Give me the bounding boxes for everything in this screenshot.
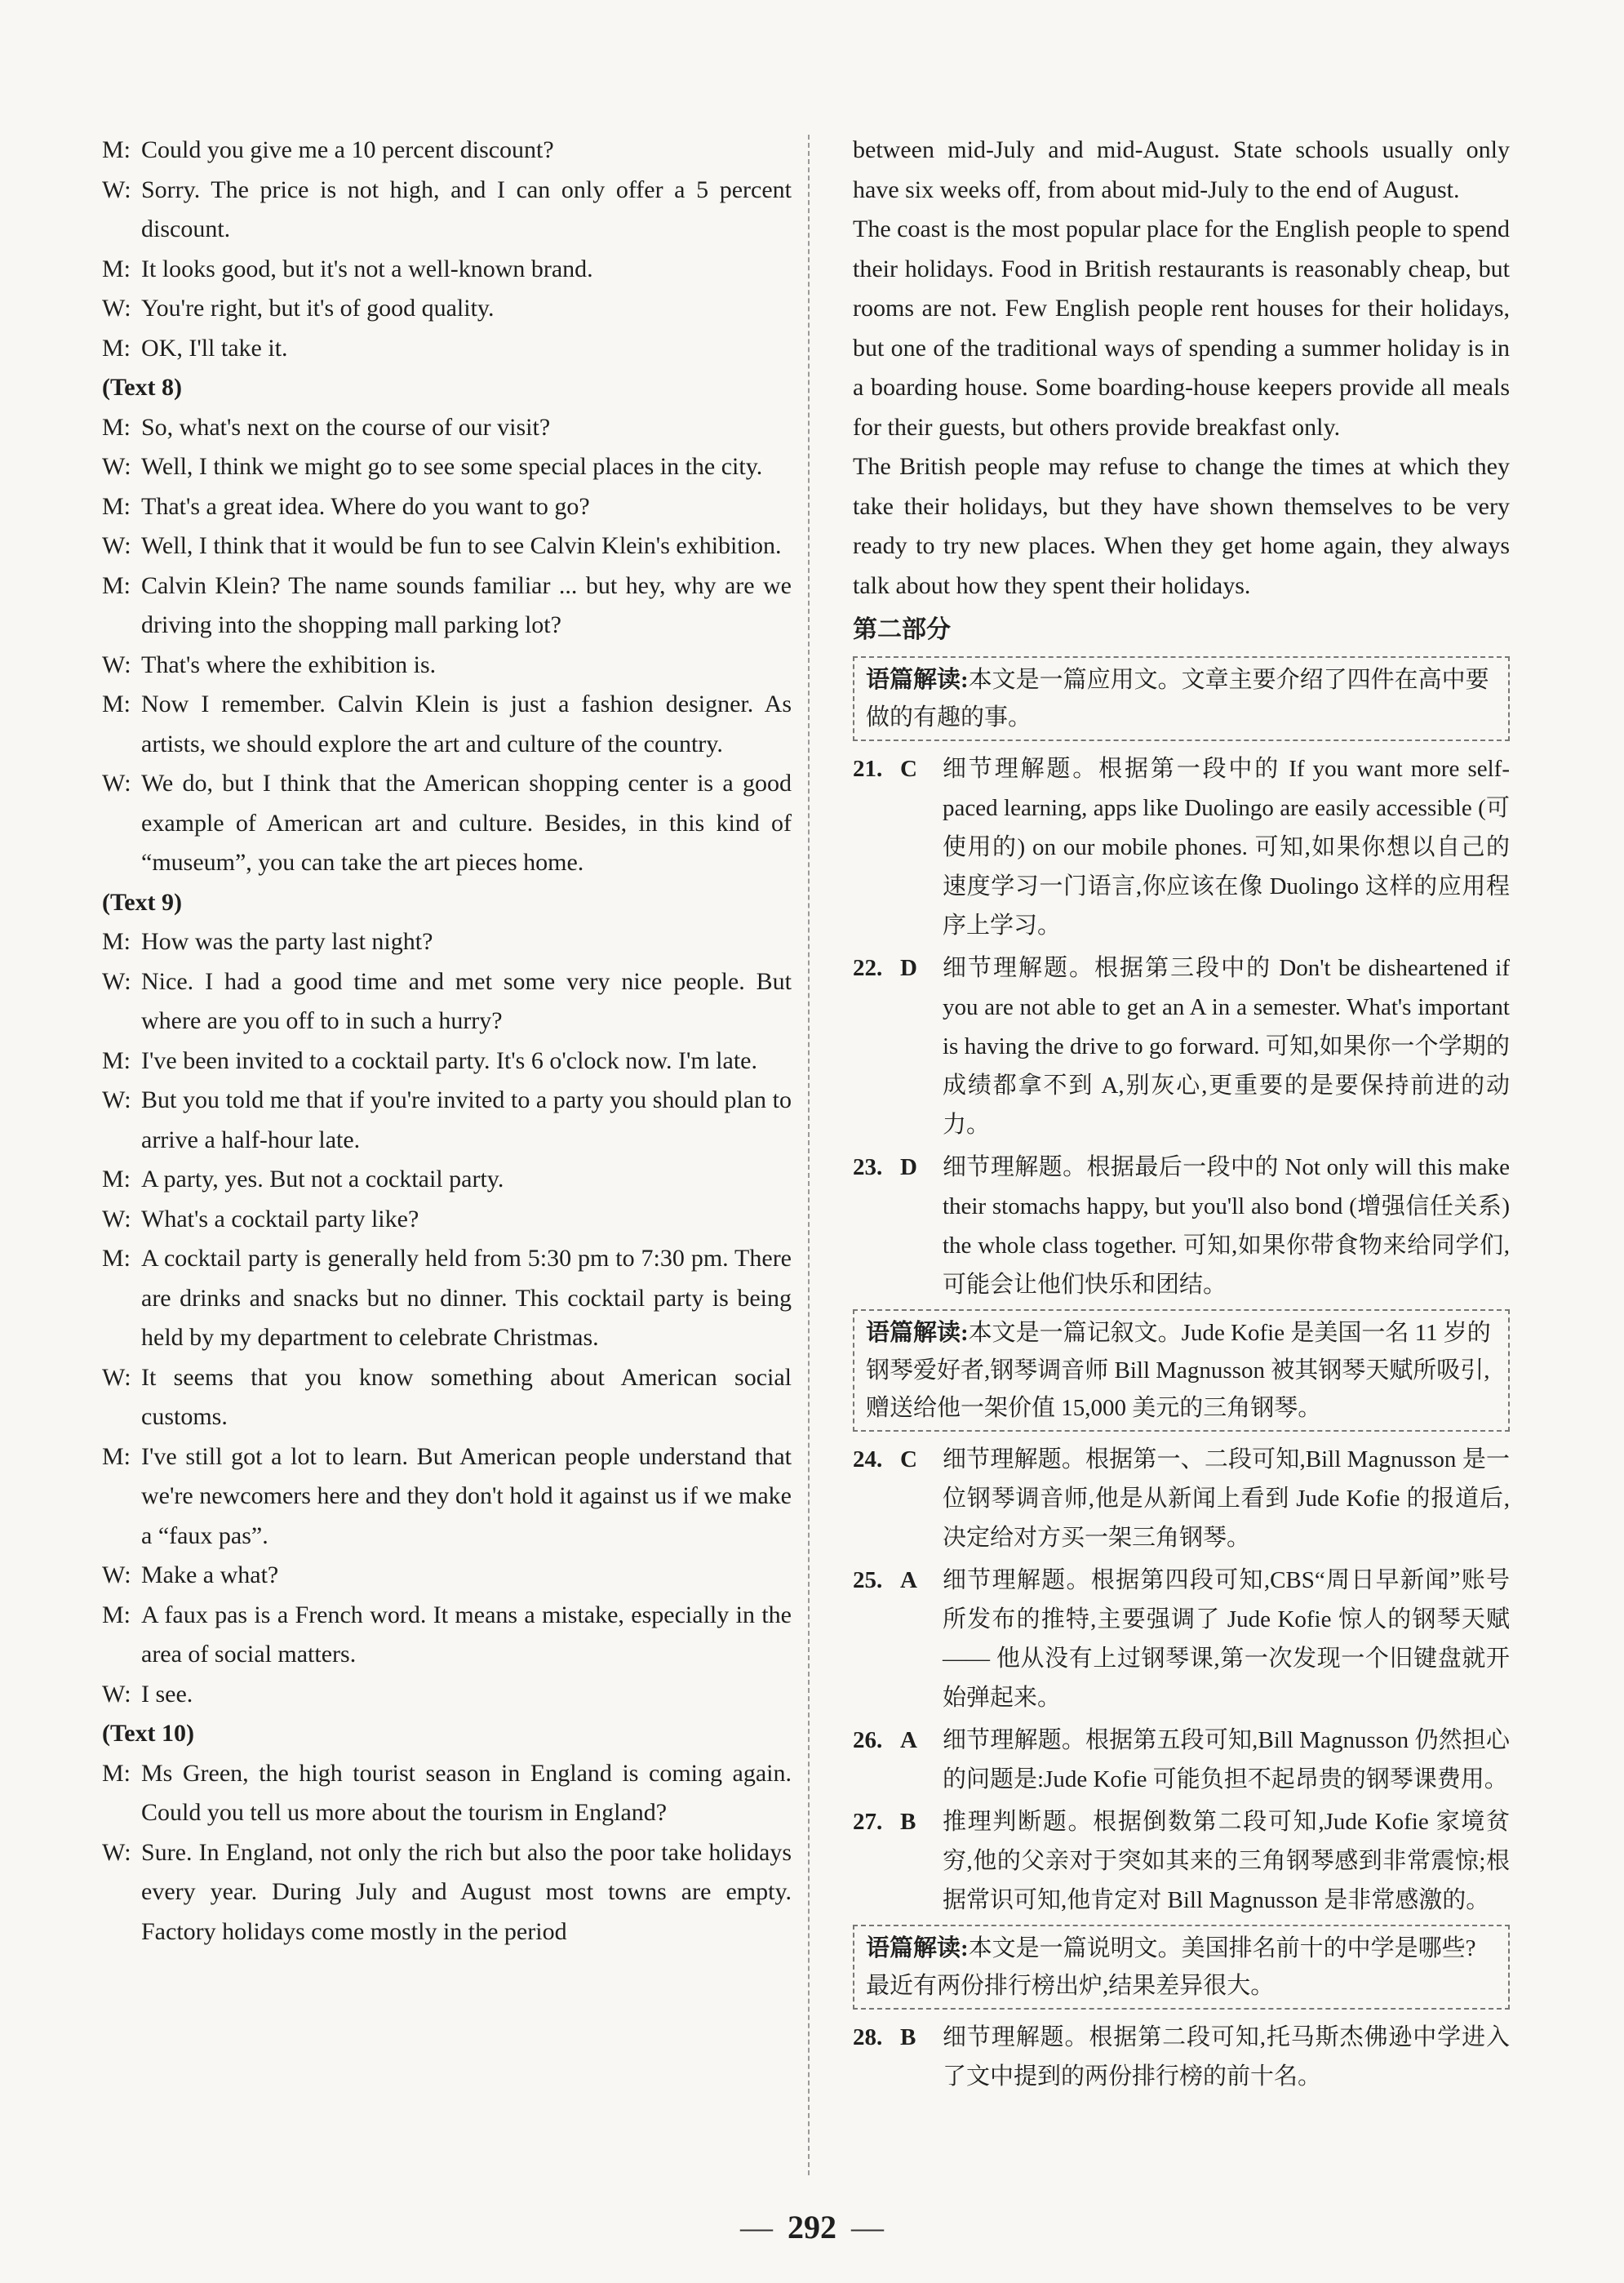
speaker-label: W: [102,1680,131,1708]
answer-explanation: 细节理解题。根据最后一段中的 Not only will this make their stomachs happy, but you'll also bond (增强信任关系) the whole class together. 可知,如果你带食物来给同学们,可能会让他们快乐和团结。 [943,1154,1510,1298]
dialogue-line [102,1239,792,1358]
dialogue-line [102,1437,792,1557]
dialogue-text: What's a cocktail party like? [141,1205,419,1233]
speaker-label: W: [102,295,131,322]
page-number-dash-right: — [851,2209,884,2245]
answer-key: A [900,1727,917,1753]
speaker-label: M: [102,1245,131,1272]
dialogue-text: You're right, but it's of good quality. [141,295,495,322]
speaker-label: M: [102,571,131,599]
dialogue-line [102,1833,792,1952]
answer-item [853,1802,1510,1920]
answer-number: 22. [853,955,883,981]
dialogue-line [102,685,792,764]
speaker-label: M: [102,492,131,520]
dialogue-line [102,1754,792,1833]
answer-key: B [900,2024,916,2050]
speaker-label: M: [102,1046,131,1074]
dialogue-text: We do, but I think that the American shopping center is a good example of American art and culture. Besides, in this kind of “museum”, you can take the art pieces home. [141,770,792,876]
left-column [102,131,792,1952]
page-number-text: 292 [788,2209,836,2245]
speaker-label: W: [102,532,131,559]
dialogue-text: Sorry. The price is not high, and I can only offer a 5 percent discount. [141,175,792,242]
answer-number: 21. [853,756,883,782]
answer-item [853,1148,1510,1304]
dialogue-line [102,526,792,566]
dialogue-text: Could you give me a 10 percent discount? [141,136,554,163]
speaker-label: W: [102,1086,131,1113]
text-heading: (Text 10) [102,1720,195,1747]
dialogue-line [102,1596,792,1675]
analysis-label: 语篇解读: [866,1320,969,1346]
text-heading: (Text 9) [102,888,183,916]
answer-item [853,1440,1510,1557]
dialogue-line [102,566,792,646]
dialogue-line [102,764,792,883]
speaker-label: W: [102,651,131,678]
dialogue-line [102,1358,792,1437]
dialogue-line [102,1081,792,1160]
column-divider [808,135,810,2175]
answer-item [853,1561,1510,1717]
answer-explanation: 细节理解题。根据第四段可知,CBS“周日早新闻”账号所发布的推特,主要强调了 Jude Kofie 惊人的钢琴天赋—— 他从没有上过钢琴课,第一次发现一个旧键盘就开始弹起来。 [943,1567,1510,1711]
page-number [0,2208,1624,2246]
passage-analysis-box [853,656,1510,741]
answer-key: C [900,756,917,782]
text-heading: (Text 8) [102,374,183,401]
dialogue-line [102,171,792,250]
speaker-label: W: [102,1838,131,1866]
dialogue-line [102,1200,792,1240]
speaker-label: M: [102,1442,131,1470]
dialogue-text: OK, I'll take it. [141,334,288,362]
speaker-label: W: [102,967,131,995]
speaker-label: M: [102,255,131,282]
dialogue-text: I've still got a lot to learn. But American people understand that we're newcomers here and they don't hold it against us if we make a “faux pas”. [141,1442,792,1549]
answer-explanation: 推理判断题。根据倒数第二段可知,Jude Kofie 家境贫穷,他的父亲对于突如其来的三角钢琴感到非常震惊;根据常识可知,他肯定对 Bill Magnusson 是非常感激的。 [943,1809,1510,1913]
speaker-label: W: [102,1205,131,1233]
answer-number: 23. [853,1154,883,1180]
dialogue-text: How was the party last night? [141,928,433,955]
speaker-label: W: [102,175,131,203]
passage-analysis-box [853,1309,1510,1432]
speaker-label: M: [102,413,131,441]
passage-paragraph: The coast is the most popular place for the English people to spend their holidays. Food in British restaurants is reasonably cheap, but rooms are not. Few English people rent houses for their holidays, but one of the traditional ways of spending a summer holiday is in a boarding house. Some boarding-house keepers provide all meals for their guests, but others provide breakfast only. [853,215,1510,441]
dialogue-text: Calvin Klein? The name sounds familiar ... but hey, why are we driving into the shopping mall parking lot? [141,571,792,638]
answer-number: 28. [853,2024,883,2050]
dialogue-text: Ms Green, the high tourist season in England is coming again. Could you tell us more about the tourism in England? [141,1759,792,1826]
answer-key: C [900,1446,917,1472]
speaker-label: M: [102,928,131,955]
speaker-label: W: [102,1561,131,1588]
analysis-text: 本文是一篇应用文。文章主要介绍了四件在高中要做的有趣的事。 [866,667,1489,731]
dialogue-text: So, what's next on the course of our visit? [141,413,551,441]
answer-explanation: 细节理解题。根据第五段可知,Bill Magnusson 仍然担心的问题是:Jude Kofie 可能负担不起昂贵的钢琴课费用。 [943,1727,1510,1792]
dialogue-text: I've been invited to a cocktail party. It's 6 o'clock now. I'm late. [141,1046,757,1074]
dialogue-line [102,131,792,171]
passage-paragraph: The British people may refuse to change the times at which they take their holidays, but they have shown themselves to be very ready to try new places. When they get home again, they always talk about how they spent their holidays. [853,453,1510,599]
speaker-label: M: [102,691,131,717]
analysis-text: 本文是一篇记叙文。Jude Kofie 是美国一名 11 岁的钢琴爱好者,钢琴调音师 Bill Magnusson 被其钢琴天赋所吸引,赠送给他一架价值 15,000 美元的三角钢琴。 [866,1320,1491,1421]
dialogue-text: It seems that you know something about American social customs. [141,1363,792,1430]
dialogue-text: That's a great idea. Where do you want to go? [141,492,590,520]
speaker-label: M: [102,1601,131,1628]
dialogue-text: Sure. In England, not only the rich but also the poor take holidays every year. During July and August most towns are empty. Factory holidays come mostly in the period [141,1838,792,1945]
dialogue-text: I see. [141,1680,193,1708]
dialogue-line [102,646,792,686]
answer-explanation: 细节理解题。根据第一、二段可知,Bill Magnusson 是一位钢琴调音师,他是从新闻上看到 Jude Kofie 的报道后,决定给对方买一架三角钢琴。 [943,1446,1510,1551]
answer-explanation: 细节理解题。根据第二段可知,托马斯杰佛逊中学进入了文中提到的两份排行榜的前十名。 [943,2024,1510,2090]
dialogue-text: It looks good, but it's not a well-known brand. [141,255,593,282]
dialogue-text: Make a what? [141,1561,279,1588]
dialogue-text: A party, yes. But not a cocktail party. [141,1166,504,1193]
speaker-label: W: [102,770,131,797]
dialogue-line [102,408,792,448]
speaker-label: W: [102,1363,131,1391]
passage-analysis-box [853,1925,1510,2010]
dialogue-line [102,329,792,369]
answer-item [853,2018,1510,2096]
section-title: 第二部分 [853,615,951,644]
answer-item [853,1721,1510,1799]
speaker-label: M: [102,1759,131,1787]
answer-item [853,749,1510,945]
dialogue-text: Well, I think we might go to see some special places in the city. [141,453,763,480]
answer-key: B [900,1809,916,1835]
answer-number: 25. [853,1567,883,1593]
passage-paragraph: between mid-July and mid-August. State schools usually only have six weeks off, from about mid-July to the end of August. [853,136,1510,203]
dialogue-text: But you told me that if you're invited to a party you should plan to arrive a half-hour late. [141,1086,792,1153]
speaker-label: M: [102,334,131,362]
answer-number: 24. [853,1446,883,1472]
dialogue-line [102,1160,792,1200]
analysis-label: 语篇解读: [866,1935,969,1961]
answer-explanation: 细节理解题。根据第一段中的 If you want more self-paced learning, apps like Duolingo are easily accessible (可使用的) on our mobile phones. 可知,如果你想以自己的速度学习一门语言,你应该在像 Duolingo 这样的应用程序上学习。 [943,756,1510,939]
dialogue-text: Nice. I had a good time and met some very nice people. But where are you off to in such a hurry? [141,967,792,1034]
dialogue-text: Now I remember. Calvin Klein is just a fashion designer. As artists, we should explore the art and culture of the country. [141,691,792,757]
dialogue-line [102,1042,792,1082]
dialogue-line [102,922,792,962]
speaker-label: M: [102,136,131,163]
answer-key: D [900,1154,917,1180]
dialogue-line [102,1675,792,1715]
analysis-label: 语篇解读: [866,667,969,693]
dialogue-line [102,962,792,1042]
dialogue-line [102,1556,792,1596]
answer-key: A [900,1567,917,1593]
dialogue-text: A faux pas is a French word. It means a mistake, especially in the area of social matters. [141,1601,792,1668]
dialogue-line [102,289,792,329]
right-column [853,131,1510,2096]
dialogue-line [102,487,792,527]
speaker-label: M: [102,1166,131,1193]
answer-number: 27. [853,1809,883,1835]
dialogue-text: Well, I think that it would be fun to see Calvin Klein's exhibition. [141,532,782,559]
dialogue-line [102,250,792,290]
page-number-dash-left: — [740,2209,773,2245]
analysis-text: 本文是一篇说明文。美国排名前十的中学是哪些?最近有两份排行榜出炉,结果差异很大。 [866,1935,1476,1999]
dialogue-line [102,447,792,487]
answer-item [853,948,1510,1144]
dialogue-text: That's where the exhibition is. [141,651,437,678]
answer-key: D [900,955,917,981]
answer-explanation: 细节理解题。根据第三段中的 Don't be disheartened if you are not able to get an A in a semester. What's important is having the drive to go forward. 可知,如果你一个学期的成绩都拿不到 A,别灰心,更重要的是要保持前进的动力。 [943,955,1510,1138]
speaker-label: W: [102,453,131,480]
dialogue-text: A cocktail party is generally held from 5:30 pm to 7:30 pm. There are drinks and snacks but no dinner. This cocktail party is being held by my department to celebrate Christmas. [141,1245,792,1351]
answer-number: 26. [853,1727,883,1753]
